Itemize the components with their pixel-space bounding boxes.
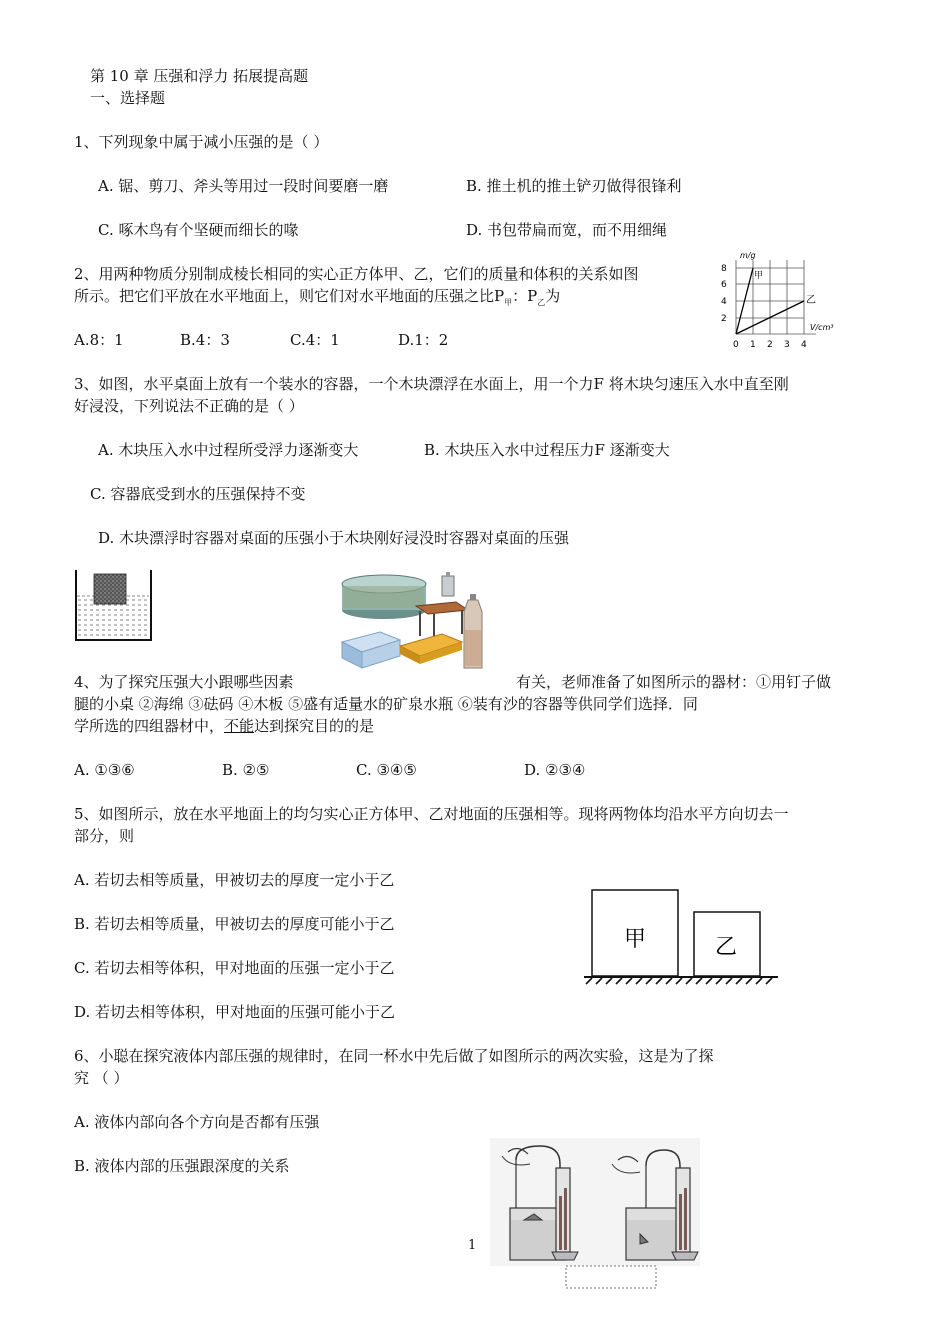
q2-option-c: C.4：1	[290, 331, 340, 349]
q3-option-d: D. 木块漂浮时容器对桌面的压强小于木块刚好浸没时容器对桌面的压强	[98, 529, 570, 547]
ground-hatch	[586, 978, 772, 984]
cube-jia-label: 甲	[624, 927, 647, 952]
q5-option-c: C. 若切去相等体积，甲对地面的压强一定小于乙	[74, 959, 395, 977]
q6-line1: 6、小聪在探究液体内部压强的规律时，在同一杯水中先后做了如图所示的两次实验，这是为了探	[74, 1047, 714, 1065]
water-bottle	[464, 594, 482, 668]
q4-line3-underlined: 不能	[224, 717, 255, 735]
q4-option-d: D. ②③④	[524, 761, 586, 779]
q2-line2-end: 为	[545, 287, 561, 305]
cubes-figure	[580, 884, 780, 986]
sponge	[342, 632, 400, 668]
q4-option-a: A. ①③⑥	[74, 761, 135, 779]
q4-line2: 腿的小桌 ②海绵 ③砝码 ④木板 ⑤盛有适量水的矿泉水瓶 ⑥装有沙的容器等供同学们选择．同	[74, 695, 698, 713]
q3-option-a: A. 木块压入水中过程所受浮力逐渐变大	[98, 441, 359, 459]
wood-block	[94, 574, 126, 604]
x-tick-0: 0	[733, 340, 739, 350]
q2-ratio-sep: ：P	[512, 287, 538, 305]
x-tick-1: 1	[750, 340, 756, 350]
y-tick-2: 2	[721, 314, 727, 324]
equipment-figure	[338, 570, 490, 676]
q4-line3a: 学所选的四组器材中，	[74, 717, 225, 735]
answer-box	[566, 1266, 656, 1288]
q6-line2: 究 （ ）	[74, 1069, 129, 1087]
q4-line1b: 有关，老师准备了如图所示的器材：①用钉子做	[516, 673, 832, 691]
q1-option-b: B. 推土机的推土铲刃做得很锋利	[466, 177, 682, 195]
q1-option-d: D. 书包带扁而宽，而不用细绳	[466, 221, 668, 239]
container-block-figure	[72, 568, 156, 644]
x-tick-4: 4	[801, 340, 807, 350]
q3-option-c: C. 容器底受到水的压强保持不变	[90, 485, 306, 503]
q2-line2	[74, 286, 560, 313]
weight	[442, 572, 454, 596]
chapter-title: 第 10 章 压强和浮力 拓展提高题	[90, 67, 309, 85]
q5-option-d: D. 若切去相等体积，甲对地面的压强可能小于乙	[74, 1003, 396, 1021]
x-tick-2: 2	[767, 340, 773, 350]
q3-line2: 好浸没，下列说法不正确的是（ ）	[74, 397, 304, 415]
label-yi: 乙	[806, 295, 816, 306]
q6-option-a: A. 液体内部向各个方向是否都有压强	[74, 1113, 320, 1131]
q1-option-a: A. 锯、剪刀、斧头等用过一段时间要磨一磨	[98, 177, 389, 195]
q1-stem: 1、下列现象中属于减小压强的是（ ）	[74, 133, 329, 151]
q2-option-a: A.8：1	[74, 331, 124, 349]
q5-option-a: A. 若切去相等质量，甲被切去的厚度一定小于乙	[74, 871, 395, 889]
q2-line1: 2、用两种物质分别制成棱长相同的实心正方体甲、乙，它们的质量和体积的关系如图	[74, 265, 639, 283]
pressure-gauge-figure	[490, 1138, 700, 1290]
q5-line1: 5、如图所示，放在水平地面上的均匀实心正方体甲、乙对地面的压强相等。现将两物体均沿水平方向切去一	[74, 805, 789, 823]
label-jia: 甲	[754, 271, 764, 281]
sand-container	[342, 575, 426, 619]
q3-line1: 3、如图，水平桌面上放有一个装水的容器，一个木块漂浮在水面上，用一个力F 将木块匀速压入水中直至刚	[74, 375, 789, 393]
q6-option-b: B. 液体内部的压强跟深度的关系	[74, 1157, 290, 1175]
q4-line1a: 4、为了探究压强大小跟哪些因素	[74, 673, 294, 691]
q2-line2-text: 所示。把它们平放在水平地面上，则它们对水平地面的压强之比P	[74, 287, 505, 305]
mass-volume-graph	[718, 248, 840, 352]
q4-option-c: C. ③④⑤	[356, 761, 417, 779]
q2-sub-jia: 甲	[504, 298, 513, 307]
y-axis-label: m/g	[740, 251, 756, 260]
q5-line2: 部分，则	[74, 827, 135, 845]
page-number: 1	[468, 1238, 477, 1253]
q2-option-b: B.4：3	[180, 331, 230, 349]
y-tick-4: 4	[721, 297, 727, 307]
y-tick-6: 6	[721, 280, 727, 290]
cube-yi-label: 乙	[715, 935, 738, 960]
x-axis-label: V/cm³	[810, 323, 834, 332]
q4-line3	[74, 716, 374, 736]
q1-option-c: C. 啄木鸟有个坚硬而细长的喙	[98, 221, 299, 239]
x-tick-3: 3	[784, 340, 790, 350]
q4-option-b: B. ②⑤	[222, 761, 270, 779]
q4-line3b: 达到探究目的的是	[254, 717, 375, 735]
graph-grid	[736, 260, 816, 334]
wood-board	[400, 634, 462, 664]
q2-sub-yi: 乙	[537, 298, 546, 307]
q2-option-d: D.1：2	[398, 331, 449, 349]
q5-option-b: B. 若切去相等质量，甲被切去的厚度可能小于乙	[74, 915, 395, 933]
section-heading: 一、选择题	[90, 89, 166, 107]
y-tick-8: 8	[721, 264, 727, 274]
q3-option-b: B. 木块压入水中过程压力F 逐渐变大	[424, 441, 670, 459]
